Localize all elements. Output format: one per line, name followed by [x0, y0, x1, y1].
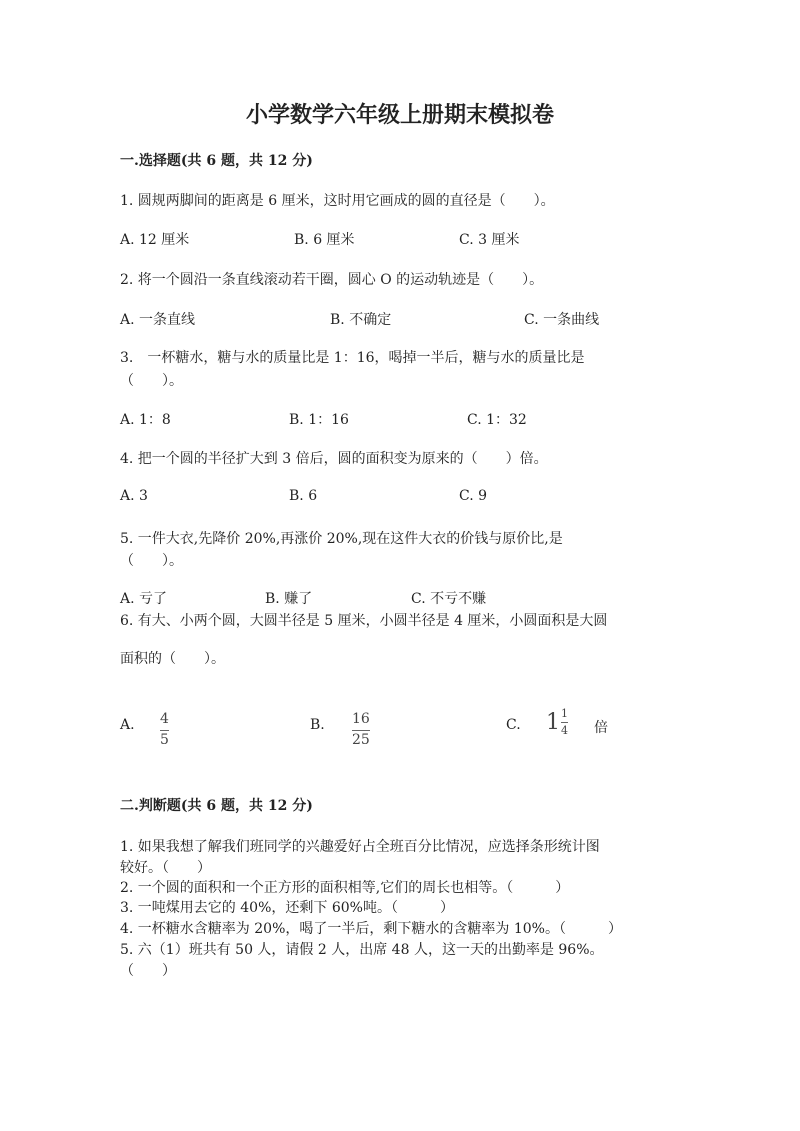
q5-option-c: C. 不亏不赚 — [411, 591, 487, 607]
judgment-3: 3. 一吨煤用去它的 40%，还剩下 60%吨。（ ） — [120, 900, 454, 916]
q6-option-a-fraction — [160, 708, 169, 749]
question-5-line2: （ ）。 — [120, 553, 183, 569]
q6-option-c-mixed-number — [546, 707, 568, 738]
q6-option-a-label: A. — [120, 717, 135, 733]
q1-option-b: B. 6 厘米 — [294, 232, 355, 248]
q5-option-a: A. 亏了 — [120, 591, 168, 607]
q1-option-a: A. 12 厘米 — [120, 232, 190, 248]
section-heading-judgment: 二.判断题(共 6 题，共 12 分) — [120, 798, 313, 814]
fraction-numerator: 4 — [160, 711, 169, 727]
q4-option-a: A. 3 — [120, 488, 148, 504]
q6-option-b-label: B. — [310, 717, 325, 733]
q3-option-a: A. 1：8 — [120, 412, 171, 428]
question-5-line1: 5. 一件大衣,先降价 20%,再涨价 20%,现在这件大衣的价钱与原价比,是 — [120, 531, 563, 547]
q3-option-b: B. 1：16 — [289, 412, 349, 428]
question-3-line2: （ ）。 — [120, 373, 183, 389]
fraction-bar — [160, 730, 169, 731]
q4-option-b: B. 6 — [289, 488, 318, 504]
fraction-denominator: 4 — [561, 723, 568, 737]
question-6-line2: 面积的（ ）。 — [120, 651, 225, 667]
question-2: 2. 将一个圆沿一条直线滚动若干圈，圆心 O 的运动轨迹是（ ）。 — [120, 272, 544, 288]
question-4: 4. 把一个圆的半径扩大到 3 倍后，圆的面积变为原来的（ ）倍。 — [120, 451, 548, 467]
judgment-5-line2: （ ） — [120, 963, 176, 979]
fraction-numerator: 1 — [561, 707, 568, 720]
judgment-1-line2: 较好。（ ） — [120, 860, 211, 876]
q2-option-a: A. 一条直线 — [120, 312, 196, 328]
fraction-numerator: 16 — [352, 711, 370, 727]
judgment-5-line1: 5. 六（1）班共有 50 人，请假 2 人，出席 48 人，这一天的出勤率是 96%。 — [120, 942, 604, 958]
q4-option-c: C. 9 — [459, 488, 488, 504]
page-title: 小学数学六年级上册期末模拟卷 — [245, 102, 554, 128]
fraction-bar — [352, 730, 370, 731]
mixed-whole: 1 — [546, 709, 560, 735]
q6-option-c-suffix: 倍 — [594, 720, 608, 736]
q2-option-b: B. 不确定 — [330, 312, 392, 328]
fraction-denominator: 25 — [352, 731, 370, 748]
question-6-line1: 6. 有大、小两个圆，大圆半径是 5 厘米，小圆半径是 4 厘米，小圆面积是大圆 — [120, 613, 608, 629]
question-1: 1. 圆规两脚间的距离是 6 厘米，这时用它画成的圆的直径是（ ）。 — [120, 193, 555, 209]
q5-option-b: B. 赚了 — [265, 591, 313, 607]
q2-option-c: C. 一条曲线 — [524, 312, 600, 328]
judgment-1-line1: 1. 如果我想了解我们班同学的兴趣爱好占全班百分比情况，应选择条形统计图 — [120, 839, 600, 855]
judgment-4: 4. 一杯糖水含糖率为 20%，喝了一半后，剩下糖水的含糖率为 10%。（ ） — [120, 921, 622, 937]
question-3-line1: 3. 一杯糖水，糖与水的质量比是 1：16，喝掉一半后，糖与水的质量比是 — [120, 350, 585, 366]
q1-option-c: C. 3 厘米 — [459, 232, 520, 248]
q6-option-c-label: C. — [506, 717, 521, 733]
fraction-bar — [561, 722, 568, 723]
section-heading-choice: 一.选择题(共 6 题，共 12 分) — [120, 153, 313, 169]
fraction-denominator: 5 — [160, 731, 169, 748]
judgment-2: 2. 一个圆的面积和一个正方形的面积相等,它们的周长也相等。（ ） — [120, 880, 570, 896]
q6-option-b-fraction — [352, 708, 370, 749]
q3-option-c: C. 1：32 — [467, 412, 527, 428]
